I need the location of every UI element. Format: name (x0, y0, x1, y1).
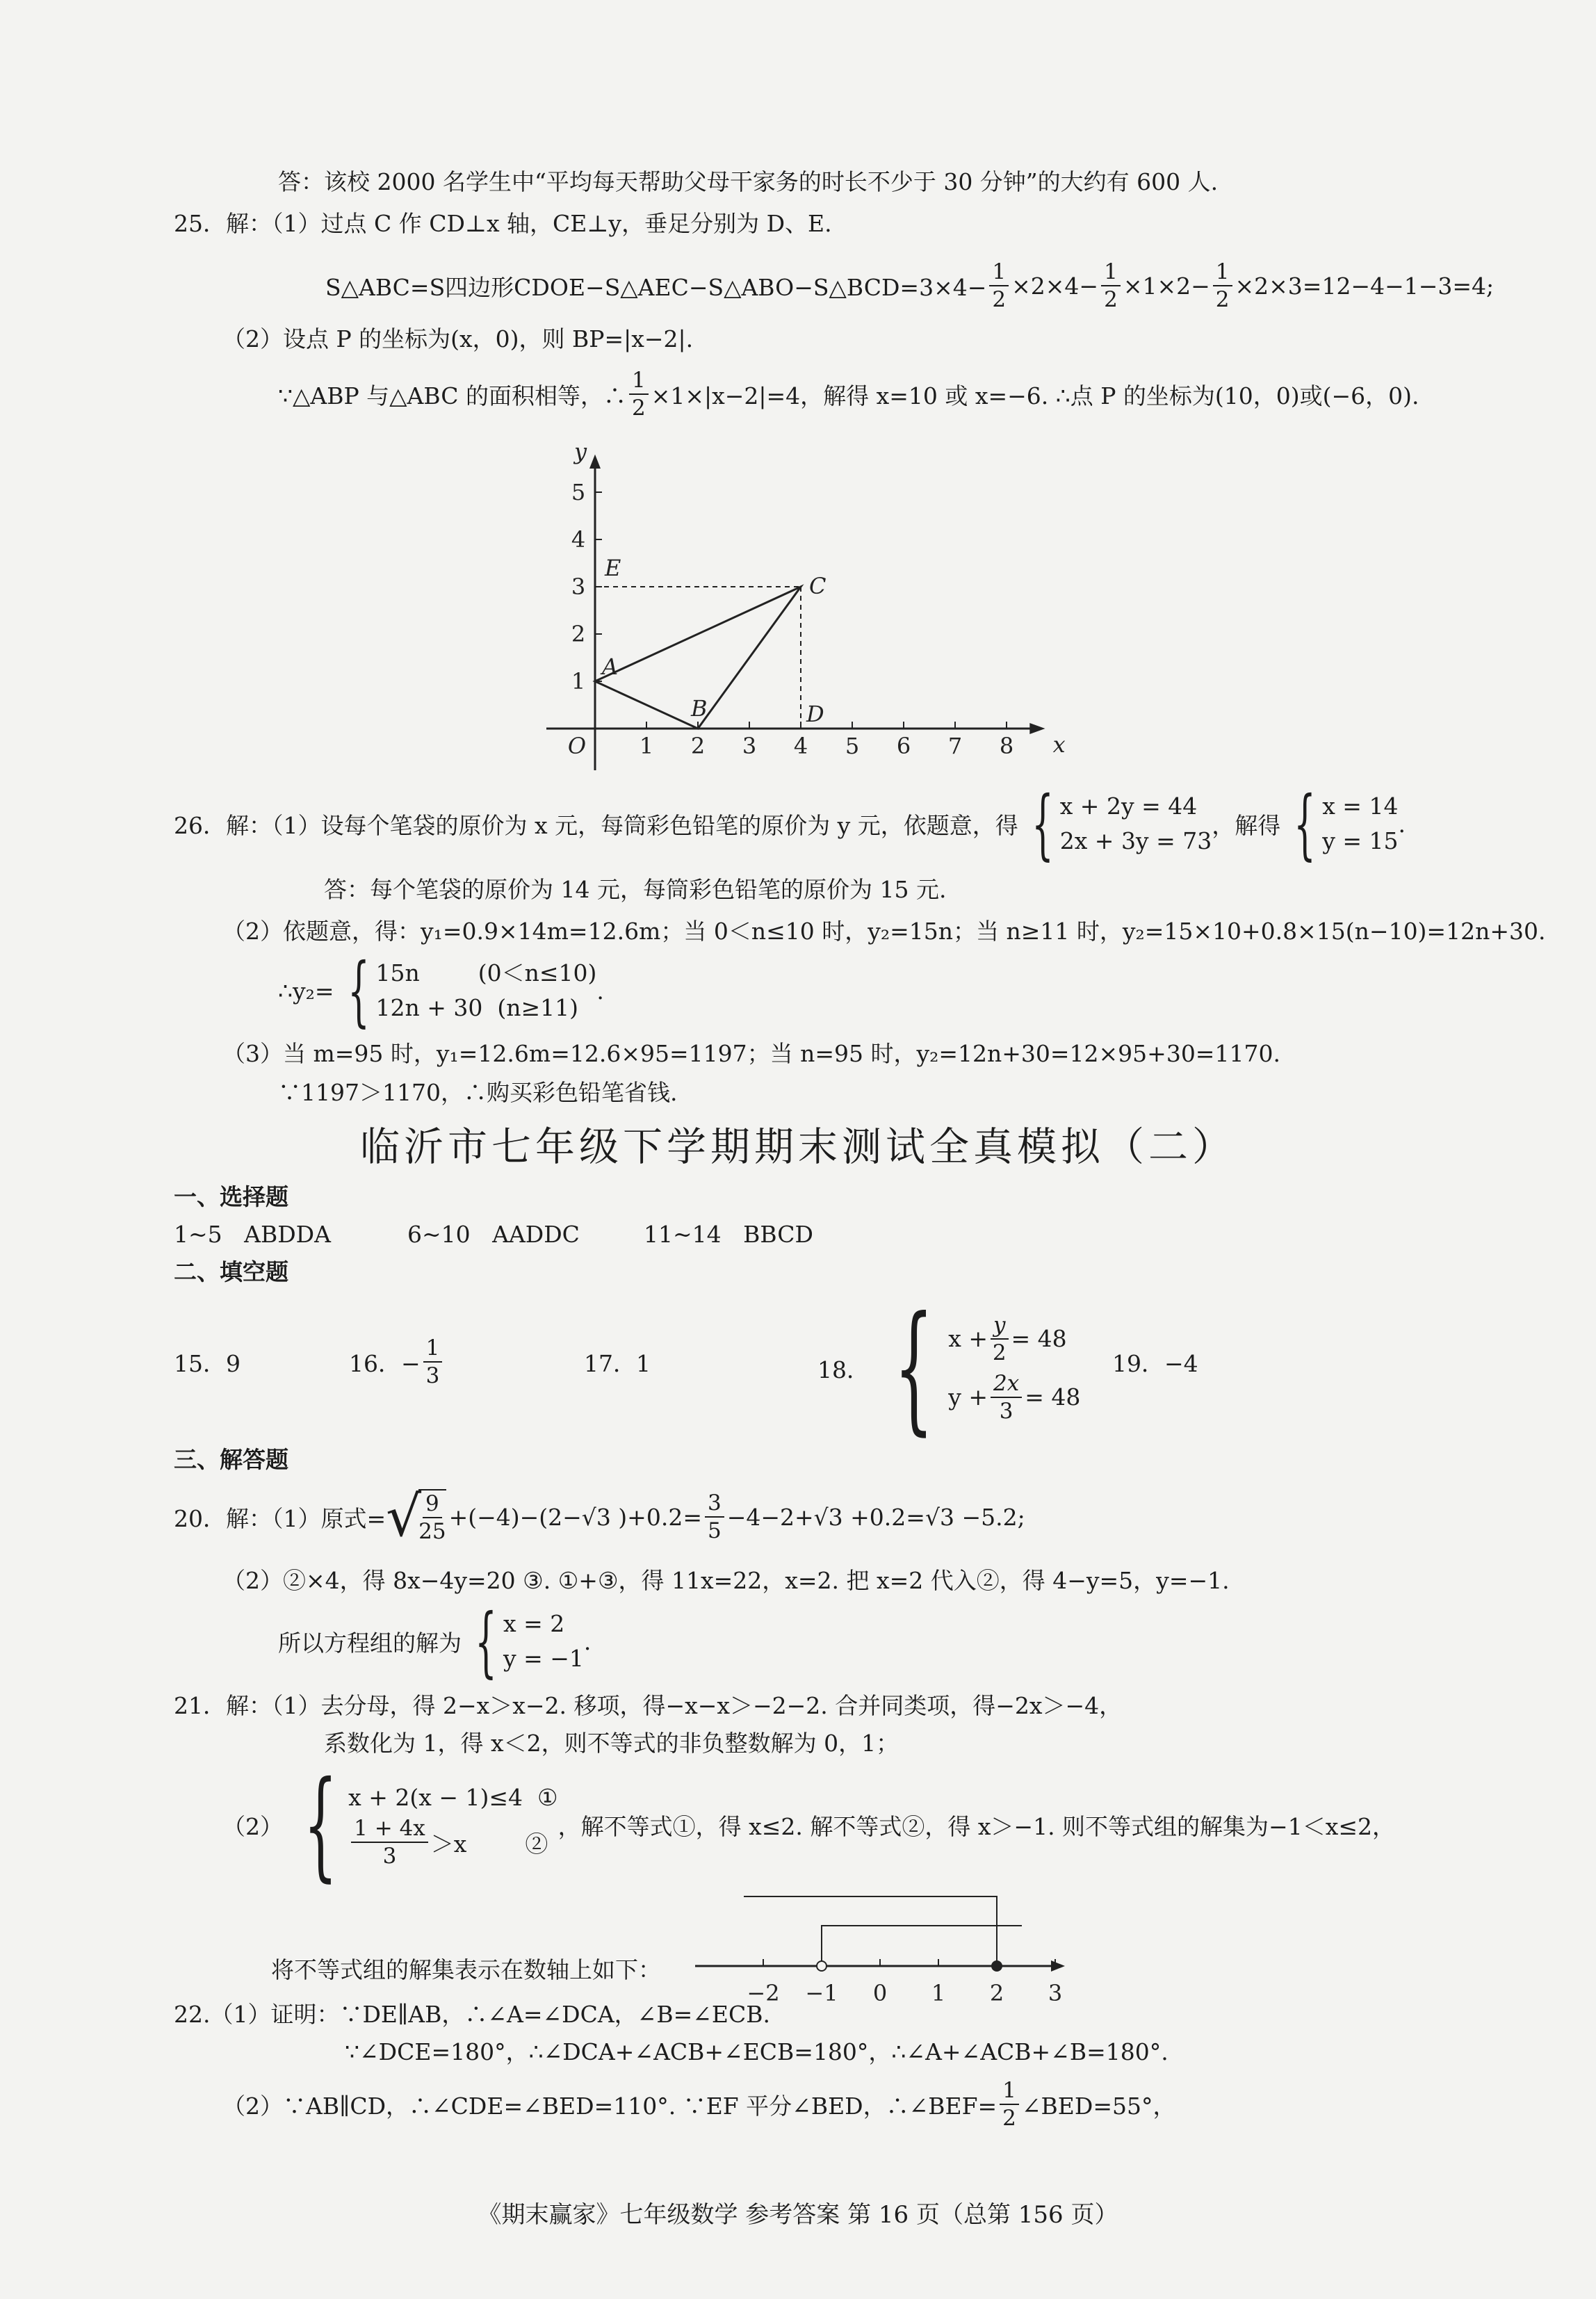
q22-part2: （2）∵AB∥CD，∴∠CDE=∠BED=110°. ∵EF 平分∠BED，∴∠BEF= $\frac{1}{2}$ ∠BED=55°， (222, 2078, 1176, 2131)
q22-part1: 22.（1）证明：∵DE∥AB，∴∠A=∠DCA，∠B=∠ECB. (174, 2001, 770, 2028)
fill-q15: 15．9 (174, 1350, 241, 1377)
axis-tick-label: 3 (1048, 1980, 1063, 2006)
y-tick-label: 5 (571, 479, 586, 505)
q25-area-formula (325, 259, 1494, 313)
sqrt-fraction: √ $\frac{9}{25}$ (386, 1484, 446, 1549)
q24-answer: 答：该校 2000 名学生中“平均每天帮助父母干家务的时长不少于 30 分钟”的大约有 600 人. (278, 168, 1219, 195)
y2-label: ∴y₂= (278, 977, 334, 1005)
sys1-l2: 2x + 3y = 73 (1059, 827, 1212, 854)
q21-sys-l2: ＞x ② (430, 1830, 548, 1858)
y-tick-label: 4 (571, 526, 586, 553)
q21-part1: 21．解：（1）去分母，得 2−x＞x−2. 移项，得−x−x＞−2−2. 合并同类项，得−2x＞−4， (174, 1692, 1123, 1719)
q20-part1: 20．解：（1）原式= √ $\frac{9}{25}$ +(−4)−(2−√3 )+0.2= $\frac{3}{5}$ −4−2+√3 +0.2=√3 −5.2; (174, 1484, 1025, 1549)
y-tick-label: 2 (571, 621, 586, 647)
q26-system-1: { x + 2y = 44 2x + 3y = 73 (1031, 779, 1212, 868)
q26-part3-conclusion: ∵1197＞1170，∴购买彩色铅笔省钱. (278, 1079, 678, 1106)
x-tick-label: 6 (896, 733, 911, 759)
q26-answer: 答：每个笔袋的原价为 14 元，每筒彩色铅笔的原价为 15 元. (324, 876, 947, 903)
choice-1-5: 1~5 ABDDA (174, 1221, 331, 1248)
q25-part2-intro: （2）设点 P 的坐标为(x，0)，则 BP=|x−2|. (222, 325, 694, 352)
origin-label: O (567, 733, 587, 759)
q26-part3: （3）当 m=95 时，y₁=12.6m=12.6×95=1197；当 n=95 时，y₂=12n+30=12×95+30=1170. (222, 1040, 1280, 1067)
q21-part3: 将不等式组的解集表示在数轴上如下： (271, 1956, 661, 1983)
choice-11-14: 11~14 BBCD (644, 1221, 813, 1248)
y-axis-arrow (589, 455, 601, 469)
number-line (681, 1877, 1070, 2006)
half-fraction-2: $\frac{1}{2}$ (1101, 259, 1121, 313)
sys2-l1: x = 14 (1322, 793, 1399, 820)
axis-tick-label: 0 (872, 1980, 888, 2006)
number-axis-arrow (1051, 1960, 1065, 1972)
p2-b: ×1×|x−2|=4，解得 x=10 或 x=−6. ∴点 P 的坐标为(10，0)或(−6，0). (651, 382, 1419, 409)
page-title: 临沂市七年级下学期期末测试全真模拟（二） (360, 1124, 1236, 1170)
fill-q17: 17．1 (584, 1350, 651, 1377)
section-choice-heading: 一、选择题 (174, 1183, 288, 1210)
fill-q16: 16．− $\frac{1}{3}$ (349, 1335, 445, 1389)
open-point-minus1 (817, 1961, 826, 1971)
x-axis-arrow (1029, 723, 1045, 734)
point-label-C: C (809, 573, 826, 599)
x-tick-label: 5 (845, 733, 860, 759)
area-mid1: ×2×4− (1011, 272, 1099, 300)
section-solve-heading: 三、解答题 (174, 1446, 288, 1473)
half-fraction-3: $\frac{1}{2}$ (1213, 259, 1232, 313)
half-fraction-1: $\frac{1}{2}$ (989, 259, 1009, 313)
q22-part1-b: ∵∠DCE=180°，∴∠DCA+∠ACB+∠ECB=180°，∴∠A+∠ACB+∠B=180°. (345, 2038, 1168, 2065)
x-axis-label: x (1052, 731, 1066, 758)
section-fill-heading: 二、填空题 (174, 1258, 288, 1285)
q16-fraction: $\frac{1}{3}$ (423, 1335, 443, 1389)
point-label-B: B (691, 695, 708, 722)
q21-part1-b: 系数化为 1，得 x＜2，则不等式的非负整数解为 0，1； (324, 1730, 899, 1757)
x-tick-label: 3 (742, 733, 757, 759)
y-tick-label: 1 (571, 668, 586, 694)
x-tick-label: 2 (690, 733, 706, 759)
q20-part2: （2）②×4，得 8x−4y=20 ③. ①+③，得 11x=22，x=2. 把 x=2 代入②，得 4−y=5，y=−1. (222, 1567, 1230, 1594)
q21-sys-l1: x + 2(x − 1)≤4 ① (348, 1784, 558, 1811)
x-tick-label: 1 (639, 733, 654, 759)
p2-a: ∵△ABP 与△ABC 的面积相等，∴ (278, 382, 626, 409)
axis-tick-label: −1 (805, 1980, 838, 2006)
area-end: ×2×3=12−4−1−3=4; (1235, 272, 1495, 300)
q26-p1-a: 26．解：（1）设每个笔袋的原价为 x 元，每筒彩色铅笔的原价为 y 元，依题意，得 (174, 811, 1018, 839)
sys2-l2: y = 15 (1322, 827, 1399, 854)
piece-1: 15n (0＜n≤10) (375, 959, 597, 986)
q26-system-2: { x = 14 y = 15 (1294, 779, 1399, 868)
x-tick-label: 7 (947, 733, 963, 759)
q20-fraction: $\frac{3}{5}$ (705, 1490, 724, 1544)
fill-q18: 18． { x + $\frac{y}{2}$ = 48 y + $\frac{2x}{3}$ = 48 (817, 1287, 1081, 1449)
page-footer: 《期末赢家》七年级数学 参考答案 第 16 页（总第 156 页） (478, 2201, 1118, 2229)
x-tick-label: 4 (793, 733, 808, 759)
bracket-x-gt-minus1 (822, 1926, 1022, 1966)
y-tick-label: 3 (571, 574, 586, 600)
sys1-l1: x + 2y = 44 (1059, 793, 1198, 820)
q25-number: 25．解： (174, 210, 272, 237)
area-lhs: S△ABC=S四边形CDOE−S△AEC−S△ABO−S△BCD=3×4− (325, 273, 987, 301)
area-mid2: ×1×2− (1123, 272, 1210, 300)
q26-part2: （2）依题意，得：y₁=0.9×14m=12.6m；当 0＜n≤10 时，y₂=15n；当 n≥11 时，y₂=15×10+0.8×15(n−10)=12n+30. (222, 918, 1546, 945)
q25-label (174, 209, 832, 239)
point-label-A: A (602, 653, 619, 680)
coordinate-graph (514, 438, 1084, 799)
axis-tick-label: 2 (989, 1980, 1004, 2006)
q20-sys-l1: x = 2 (503, 1610, 565, 1637)
point-label-D: D (806, 701, 824, 727)
q26-part1: 26．解：（1）设每个笔袋的原价为 x 元，每筒彩色铅笔的原价为 y 元，依题意，得 { x + 2y = 44 2x + 3y = 73 ，解得 { x = 14 y = 15 . (174, 779, 1406, 868)
half-fraction-4: $\frac{1}{2}$ (629, 367, 649, 421)
axis-tick-label: −2 (747, 1980, 780, 2006)
q20-sys-l2: y = −1 (503, 1645, 584, 1672)
piece-2: 12n + 30 (n≥11) (375, 994, 579, 1021)
q22-half: $\frac{1}{2}$ (1000, 2077, 1019, 2131)
bracket-x-le-2 (744, 1896, 997, 1966)
point-label-E: E (605, 555, 621, 581)
x-tick-label: 8 (999, 733, 1014, 759)
choice-6-10: 6~10 AADDC (407, 1221, 580, 1248)
closed-point-2 (991, 1960, 1002, 1972)
q20-solution: 所以方程组的解为 { x = 2 y = −1 . (278, 1597, 592, 1686)
q21-part2: （2） { x + 2(x − 1)≤4 ① $\frac{1 + 4x}{3}$ ＞x ② ，解不等式①，得 x≤2. 解不等式②，得 x＞−1. 则不等式组的解集为−1＜x≤2， (222, 1756, 1395, 1894)
fill-q19: 19．−4 (1112, 1350, 1198, 1377)
q26-p1-b: ，解得 (1212, 811, 1281, 839)
axis-tick-label: 1 (931, 1980, 946, 2006)
q25-part2-solution (278, 367, 1419, 421)
y-axis-label: y (574, 438, 587, 465)
q26-y2-piecewise: ∴y₂= { 15n (0＜n≤10) 12n + 30 (n≥11) . (278, 946, 604, 1035)
q25-part1: （1）过点 C 作 CD⊥x 轴，CE⊥y，垂足分别为 D、E. (272, 210, 832, 237)
